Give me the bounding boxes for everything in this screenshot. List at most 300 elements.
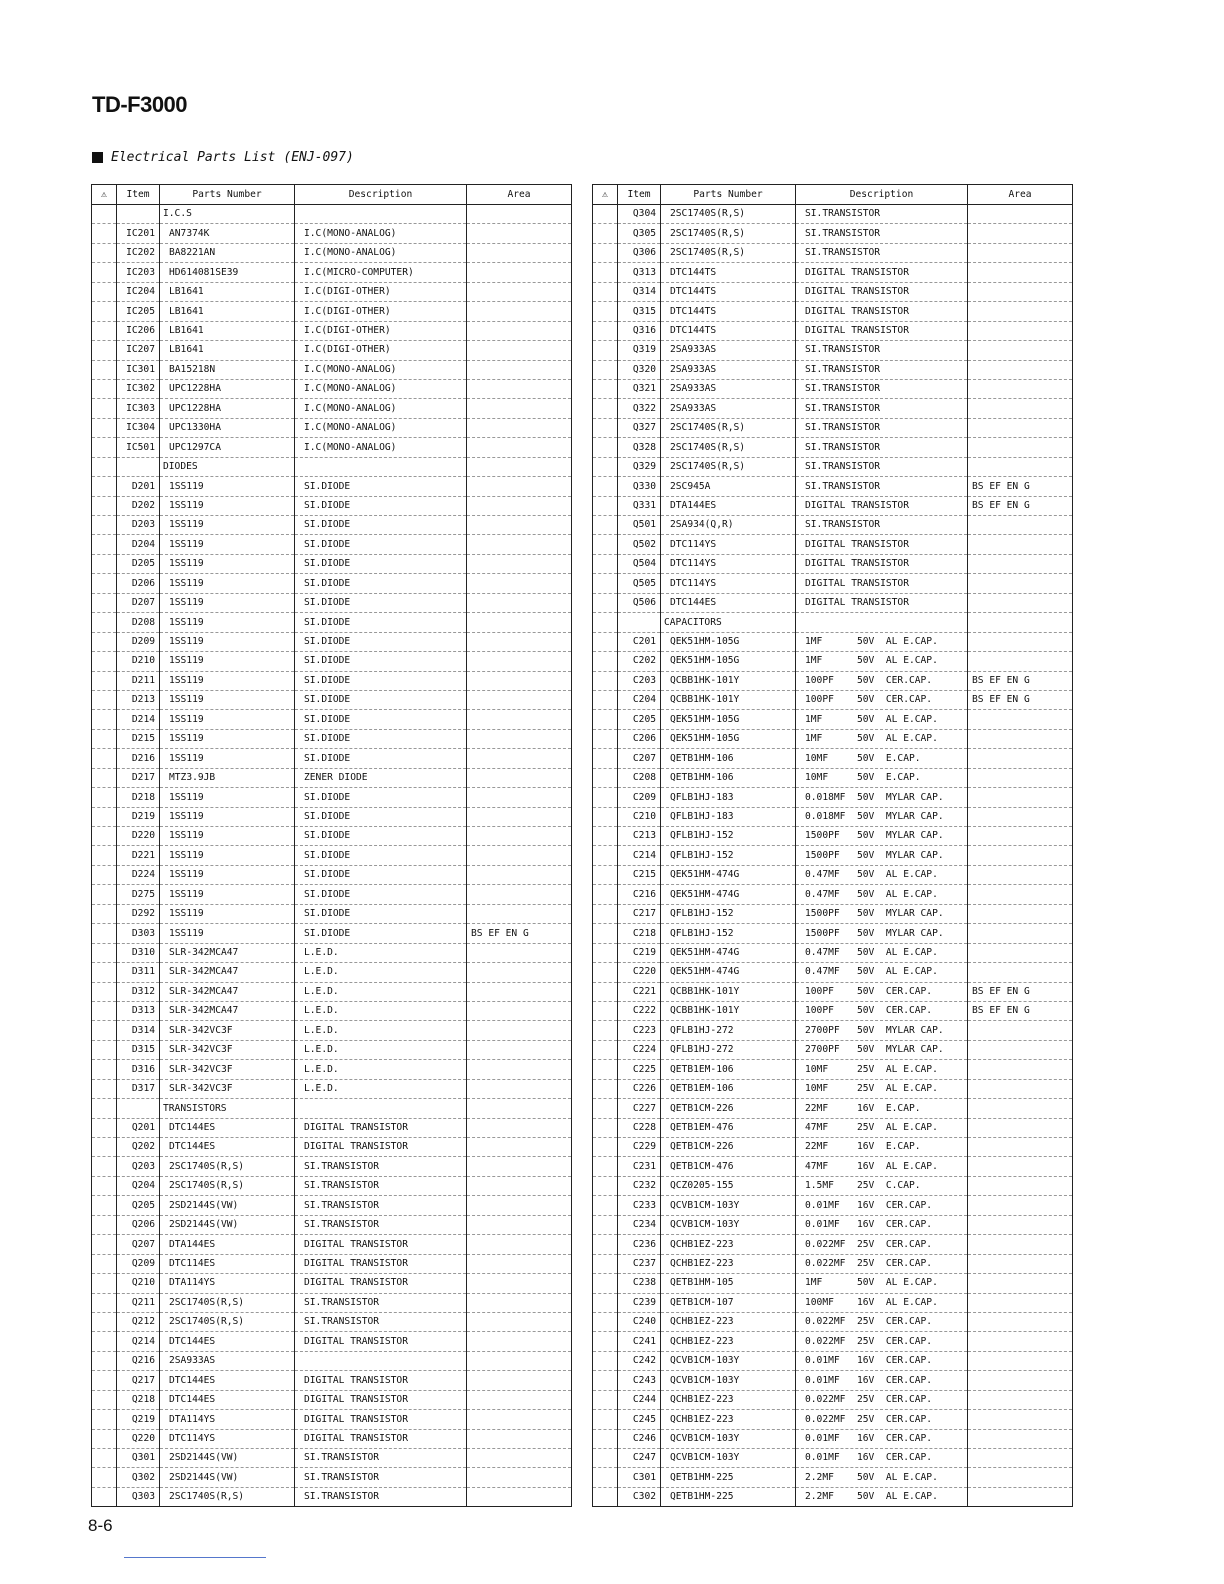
- warning-cell: [593, 593, 618, 612]
- warning-cell: [92, 1235, 117, 1254]
- header-item: Item: [117, 185, 160, 205]
- area-cell: [467, 632, 572, 651]
- warning-cell: [593, 904, 618, 923]
- description-cell: I.C(MONO-ANALOG): [295, 243, 467, 262]
- warning-cell: [92, 652, 117, 671]
- description-cell: 47MF 25V AL E.CAP.: [796, 1118, 968, 1137]
- description-cell: DIGITAL TRANSISTOR: [295, 1390, 467, 1409]
- parts-number-cell: 2SA933AS: [661, 341, 796, 360]
- parts-number-cell: 2SD2144S(VW): [160, 1215, 295, 1234]
- description-cell: SI.TRANSISTOR: [796, 341, 968, 360]
- item-cell: C229: [618, 1138, 661, 1157]
- warning-cell: [92, 1079, 117, 1098]
- warning-cell: [593, 1468, 618, 1487]
- item-cell: C215: [618, 865, 661, 884]
- description-cell: SI.DIODE: [295, 613, 467, 632]
- item-cell: D292: [117, 904, 160, 923]
- description-cell: SI.TRANSISTOR: [295, 1312, 467, 1331]
- parts-number-cell: QCBB1HK-101Y: [661, 671, 796, 690]
- section-heading: [92, 150, 354, 165]
- warning-cell: [92, 1468, 117, 1487]
- item-cell: D217: [117, 768, 160, 787]
- warning-cell: [92, 1274, 117, 1293]
- parts-number-cell: QETB1CM-226: [661, 1138, 796, 1157]
- parts-number-cell: QCHB1EZ-223: [661, 1235, 796, 1254]
- table-row: [593, 593, 1073, 612]
- table-row: [593, 1215, 1073, 1234]
- area-cell: [968, 263, 1073, 282]
- table-row: [593, 1040, 1073, 1059]
- area-cell: [467, 846, 572, 865]
- item-cell: C234: [618, 1215, 661, 1234]
- parts-number-cell: SLR-342MCA47: [160, 943, 295, 962]
- parts-number-cell: QCHB1EZ-223: [661, 1390, 796, 1409]
- item-cell: C227: [618, 1099, 661, 1118]
- warning-cell: [92, 1390, 117, 1409]
- description-cell: 0.022MF 25V CER.CAP.: [796, 1332, 968, 1351]
- warning-cell: [92, 1176, 117, 1195]
- table-row: [92, 671, 572, 690]
- table-row: [593, 1118, 1073, 1137]
- area-cell: [968, 438, 1073, 457]
- warning-cell: [593, 243, 618, 262]
- warning-cell: [593, 1274, 618, 1293]
- description-cell: 100PF 50V CER.CAP.: [796, 1001, 968, 1020]
- description-cell: SI.TRANSISTOR: [295, 1176, 467, 1195]
- area-cell: [968, 282, 1073, 301]
- parts-number-cell: QEK51HM-105G: [661, 632, 796, 651]
- area-cell: [968, 1138, 1073, 1157]
- table-row: [593, 477, 1073, 496]
- warning-cell: [92, 263, 117, 282]
- item-cell: Q220: [117, 1429, 160, 1448]
- parts-number-cell: 2SC1740S(R,S): [661, 243, 796, 262]
- table-row: [593, 865, 1073, 884]
- parts-number-cell: DTC144ES: [160, 1118, 295, 1137]
- area-cell: [968, 1312, 1073, 1331]
- item-cell: Q206: [117, 1215, 160, 1234]
- item-cell: Q211: [117, 1293, 160, 1312]
- description-cell: 47MF 16V AL E.CAP.: [796, 1157, 968, 1176]
- description-cell: SI.DIODE: [295, 924, 467, 943]
- table-row: [593, 1060, 1073, 1079]
- warning-cell: [593, 943, 618, 962]
- table-row: [92, 1176, 572, 1195]
- item-cell: IC204: [117, 282, 160, 301]
- parts-number-cell: QCBB1HK-101Y: [661, 982, 796, 1001]
- parts-number-cell: 2SC1740S(R,S): [160, 1312, 295, 1331]
- warning-cell: [593, 982, 618, 1001]
- table-row: [92, 1312, 572, 1331]
- item-cell: C236: [618, 1235, 661, 1254]
- table-row: [92, 1215, 572, 1234]
- area-cell: [968, 1293, 1073, 1312]
- item-cell: Q501: [618, 516, 661, 535]
- item-cell: C205: [618, 710, 661, 729]
- area-cell: [467, 690, 572, 709]
- parts-number-cell: QETB1EM-106: [661, 1079, 796, 1098]
- area-cell: [467, 574, 572, 593]
- area-cell: [467, 652, 572, 671]
- description-cell: 1MF 50V AL E.CAP.: [796, 710, 968, 729]
- warning-cell: [92, 1293, 117, 1312]
- description-cell: SI.TRANSISTOR: [295, 1196, 467, 1215]
- table-row: [92, 690, 572, 709]
- area-cell: [467, 1371, 572, 1390]
- warning-cell: [92, 535, 117, 554]
- table-row: [593, 924, 1073, 943]
- table-row: [593, 749, 1073, 768]
- description-cell: SI.TRANSISTOR: [796, 438, 968, 457]
- area-cell: [467, 477, 572, 496]
- description-cell: ZENER DIODE: [295, 768, 467, 787]
- area-cell: [968, 613, 1073, 632]
- description-cell: 0.01MF 16V CER.CAP.: [796, 1215, 968, 1234]
- description-cell: DIGITAL TRANSISTOR: [295, 1429, 467, 1448]
- parts-number-cell: 1SS119: [160, 574, 295, 593]
- parts-number-cell: 1SS119: [160, 846, 295, 865]
- parts-number-cell: DTC144ES: [160, 1138, 295, 1157]
- item-cell: Q301: [117, 1449, 160, 1468]
- item-cell: D215: [117, 729, 160, 748]
- parts-number-cell: QCVB1CM-103Y: [661, 1215, 796, 1234]
- description-cell: 1500PF 50V MYLAR CAP.: [796, 924, 968, 943]
- table-row: [593, 1293, 1073, 1312]
- item-cell: [618, 613, 661, 632]
- warning-cell: [593, 360, 618, 379]
- table-row: [593, 1021, 1073, 1040]
- item-cell: Q218: [117, 1390, 160, 1409]
- item-cell: C241: [618, 1332, 661, 1351]
- item-cell: C214: [618, 846, 661, 865]
- item-cell: D220: [117, 827, 160, 846]
- area-cell: [968, 593, 1073, 612]
- parts-number-cell: DTC144ES: [160, 1371, 295, 1390]
- description-cell: 0.47MF 50V AL E.CAP.: [796, 885, 968, 904]
- description-cell: I.C(DIGI-OTHER): [295, 321, 467, 340]
- description-cell: 0.47MF 50V AL E.CAP.: [796, 943, 968, 962]
- parts-number-cell: LB1641: [160, 282, 295, 301]
- description-cell: DIGITAL TRANSISTOR: [295, 1332, 467, 1351]
- description-cell: SI.DIODE: [295, 535, 467, 554]
- item-cell: C213: [618, 827, 661, 846]
- parts-number-cell: QEK51HM-474G: [661, 885, 796, 904]
- table-row: [593, 1390, 1073, 1409]
- warning-cell: [92, 224, 117, 243]
- description-cell: 0.018MF 50V MYLAR CAP.: [796, 807, 968, 826]
- table-row: [92, 263, 572, 282]
- area-cell: [467, 904, 572, 923]
- item-cell: C302: [618, 1487, 661, 1506]
- description-cell: 10MF 25V AL E.CAP.: [796, 1079, 968, 1098]
- parts-number-cell: TRANSISTORS: [160, 1099, 295, 1118]
- description-cell: SI.TRANSISTOR: [295, 1157, 467, 1176]
- table-row: [593, 690, 1073, 709]
- warning-cell: [593, 418, 618, 437]
- description-cell: SI.DIODE: [295, 554, 467, 573]
- description-cell: DIGITAL TRANSISTOR: [796, 302, 968, 321]
- warning-cell: [593, 1293, 618, 1312]
- item-cell: Q205: [117, 1196, 160, 1215]
- table-row: [593, 1449, 1073, 1468]
- description-cell: 10MF 25V AL E.CAP.: [796, 1060, 968, 1079]
- parts-number-cell: 1SS119: [160, 807, 295, 826]
- parts-number-cell: QEK51HM-105G: [661, 710, 796, 729]
- description-cell: L.E.D.: [295, 1040, 467, 1059]
- parts-number-cell: DTA114YS: [160, 1410, 295, 1429]
- item-cell: Q320: [618, 360, 661, 379]
- parts-number-cell: QETB1EM-106: [661, 1060, 796, 1079]
- description-cell: 1500PF 50V MYLAR CAP.: [796, 827, 968, 846]
- warning-cell: [593, 516, 618, 535]
- area-cell: [467, 1390, 572, 1409]
- parts-number-cell: LB1641: [160, 341, 295, 360]
- item-cell: Q216: [117, 1351, 160, 1370]
- parts-number-cell: UPC1297CA: [160, 438, 295, 457]
- area-cell: [467, 963, 572, 982]
- parts-number-cell: QFLB1HJ-272: [661, 1040, 796, 1059]
- parts-number-cell: SLR-342VC3F: [160, 1021, 295, 1040]
- item-cell: [117, 205, 160, 224]
- parts-number-cell: HD614081SE39: [160, 263, 295, 282]
- page-number: 8-6: [88, 1516, 113, 1535]
- item-cell: C218: [618, 924, 661, 943]
- table-row: [593, 1079, 1073, 1098]
- area-cell: [467, 1079, 572, 1098]
- table-row: [92, 379, 572, 398]
- area-cell: [467, 729, 572, 748]
- area-cell: [968, 885, 1073, 904]
- warning-cell: [593, 1079, 618, 1098]
- item-cell: IC301: [117, 360, 160, 379]
- warning-cell: [593, 263, 618, 282]
- description-cell: [295, 1099, 467, 1118]
- table-row: [593, 943, 1073, 962]
- table-row: [92, 1060, 572, 1079]
- table-row: [92, 205, 572, 224]
- area-cell: [968, 710, 1073, 729]
- area-cell: [467, 224, 572, 243]
- warning-cell: [92, 1254, 117, 1273]
- table-row: [593, 846, 1073, 865]
- area-cell: [968, 788, 1073, 807]
- area-cell: BS EF EN G: [968, 477, 1073, 496]
- item-cell: C237: [618, 1254, 661, 1273]
- parts-number-cell: QETB1HM-105: [661, 1274, 796, 1293]
- description-cell: SI.DIODE: [295, 865, 467, 884]
- description-cell: I.C(DIGI-OTHER): [295, 302, 467, 321]
- table-row: [593, 982, 1073, 1001]
- parts-number-cell: QCVB1CM-103Y: [661, 1196, 796, 1215]
- warning-cell: [593, 613, 618, 632]
- warning-cell: [92, 710, 117, 729]
- table-row: [92, 399, 572, 418]
- parts-number-cell: DTC114YS: [160, 1429, 295, 1448]
- table-row: [593, 399, 1073, 418]
- item-cell: C231: [618, 1157, 661, 1176]
- description-cell: I.C(MICRO-COMPUTER): [295, 263, 467, 282]
- description-cell: 2.2MF 50V AL E.CAP.: [796, 1487, 968, 1506]
- table-row: [92, 613, 572, 632]
- parts-number-cell: SLR-342VC3F: [160, 1060, 295, 1079]
- item-cell: C219: [618, 943, 661, 962]
- area-cell: [467, 243, 572, 262]
- parts-number-cell: QETB1HM-225: [661, 1468, 796, 1487]
- table-row: [593, 1312, 1073, 1331]
- item-cell: Q302: [117, 1468, 160, 1487]
- warning-cell: [92, 360, 117, 379]
- description-cell: [295, 205, 467, 224]
- description-cell: SI.DIODE: [295, 574, 467, 593]
- warning-cell: [92, 457, 117, 476]
- area-cell: [467, 1157, 572, 1176]
- item-cell: D317: [117, 1079, 160, 1098]
- item-cell: D208: [117, 613, 160, 632]
- table-row: [593, 885, 1073, 904]
- warning-cell: [593, 438, 618, 457]
- description-cell: SI.TRANSISTOR: [295, 1487, 467, 1506]
- item-cell: IC302: [117, 379, 160, 398]
- parts-number-cell: QFLB1HJ-152: [661, 904, 796, 923]
- warning-cell: [593, 652, 618, 671]
- item-cell: D202: [117, 496, 160, 515]
- item-cell: C210: [618, 807, 661, 826]
- warning-cell: [92, 379, 117, 398]
- area-cell: [968, 1196, 1073, 1215]
- area-cell: [968, 904, 1073, 923]
- description-cell: SI.TRANSISTOR: [796, 477, 968, 496]
- description-cell: SI.DIODE: [295, 885, 467, 904]
- description-cell: 100PF 50V CER.CAP.: [796, 690, 968, 709]
- item-cell: Q319: [618, 341, 661, 360]
- table-row: [593, 379, 1073, 398]
- parts-number-cell: 1SS119: [160, 788, 295, 807]
- item-cell: D314: [117, 1021, 160, 1040]
- area-cell: [968, 1157, 1073, 1176]
- parts-number-cell: QEK51HM-105G: [661, 729, 796, 748]
- table-row: [92, 477, 572, 496]
- parts-number-cell: 2SC1740S(R,S): [661, 224, 796, 243]
- parts-number-cell: 2SA933AS: [661, 399, 796, 418]
- warning-cell: [593, 1040, 618, 1059]
- item-cell: IC501: [117, 438, 160, 457]
- item-cell: C208: [618, 768, 661, 787]
- item-cell: Q204: [117, 1176, 160, 1195]
- warning-cell: [593, 885, 618, 904]
- item-cell: Q506: [618, 593, 661, 612]
- parts-number-cell: 1SS119: [160, 554, 295, 573]
- parts-number-cell: DTC144TS: [661, 263, 796, 282]
- description-cell: 22MF 16V E.CAP.: [796, 1099, 968, 1118]
- description-cell: SI.TRANSISTOR: [796, 379, 968, 398]
- parts-number-cell: 2SA933AS: [661, 360, 796, 379]
- warning-cell: [593, 282, 618, 301]
- parts-number-cell: 1SS119: [160, 904, 295, 923]
- table-row: [593, 341, 1073, 360]
- parts-number-cell: SLR-342VC3F: [160, 1079, 295, 1098]
- area-cell: [467, 263, 572, 282]
- description-cell: DIGITAL TRANSISTOR: [796, 282, 968, 301]
- table-row: [92, 963, 572, 982]
- table-row: [593, 496, 1073, 515]
- item-cell: D216: [117, 749, 160, 768]
- table-row: [593, 1176, 1073, 1195]
- description-cell: DIGITAL TRANSISTOR: [295, 1410, 467, 1429]
- area-cell: [968, 302, 1073, 321]
- description-cell: DIGITAL TRANSISTOR: [796, 574, 968, 593]
- area-cell: [467, 865, 572, 884]
- parts-number-cell: QETB1HM-106: [661, 749, 796, 768]
- description-cell: 0.022MF 25V CER.CAP.: [796, 1410, 968, 1429]
- area-cell: [968, 1235, 1073, 1254]
- parts-number-cell: 2SA933AS: [661, 379, 796, 398]
- warning-cell: [92, 1449, 117, 1468]
- warning-cell: [593, 399, 618, 418]
- parts-number-cell: QCVB1CM-103Y: [661, 1429, 796, 1448]
- table-row: [92, 982, 572, 1001]
- area-cell: [968, 827, 1073, 846]
- area-cell: [968, 632, 1073, 651]
- table-row: [92, 535, 572, 554]
- description-cell: SI.DIODE: [295, 652, 467, 671]
- area-cell: [968, 1449, 1073, 1468]
- parts-number-cell: QFLB1HJ-183: [661, 788, 796, 807]
- warning-cell: [593, 1157, 618, 1176]
- item-cell: Q212: [117, 1312, 160, 1331]
- description-cell: 0.022MF 25V CER.CAP.: [796, 1312, 968, 1331]
- table-row: [92, 457, 572, 476]
- area-cell: [467, 1099, 572, 1118]
- description-cell: I.C(DIGI-OTHER): [295, 282, 467, 301]
- warning-cell: [92, 477, 117, 496]
- table-row: [92, 1079, 572, 1098]
- warning-cell: [593, 1332, 618, 1351]
- table-row: [92, 1371, 572, 1390]
- area-cell: [968, 399, 1073, 418]
- area-cell: [467, 1312, 572, 1331]
- item-cell: C223: [618, 1021, 661, 1040]
- area-cell: [467, 1060, 572, 1079]
- parts-number-cell: QFLB1HJ-272: [661, 1021, 796, 1040]
- description-cell: L.E.D.: [295, 943, 467, 962]
- area-cell: [968, 749, 1073, 768]
- table-row: [593, 1196, 1073, 1215]
- table-row: [593, 516, 1073, 535]
- description-cell: SI.TRANSISTOR: [295, 1293, 467, 1312]
- item-cell: Q322: [618, 399, 661, 418]
- warning-cell: [92, 418, 117, 437]
- description-cell: I.C(MONO-ANALOG): [295, 438, 467, 457]
- parts-number-cell: QCVB1CM-103Y: [661, 1351, 796, 1370]
- area-cell: [467, 379, 572, 398]
- description-cell: DIGITAL TRANSISTOR: [295, 1371, 467, 1390]
- warning-cell: [92, 593, 117, 612]
- description-cell: SI.TRANSISTOR: [295, 1468, 467, 1487]
- warning-cell: [92, 632, 117, 651]
- item-cell: D205: [117, 554, 160, 573]
- warning-cell: [593, 1351, 618, 1370]
- warning-cell: [593, 807, 618, 826]
- description-cell: L.E.D.: [295, 982, 467, 1001]
- table-row: [593, 535, 1073, 554]
- item-cell: D211: [117, 671, 160, 690]
- area-cell: [467, 302, 572, 321]
- table-row: [593, 632, 1073, 651]
- area-cell: [467, 438, 572, 457]
- item-cell: C217: [618, 904, 661, 923]
- item-cell: C246: [618, 1429, 661, 1448]
- table-row: [92, 554, 572, 573]
